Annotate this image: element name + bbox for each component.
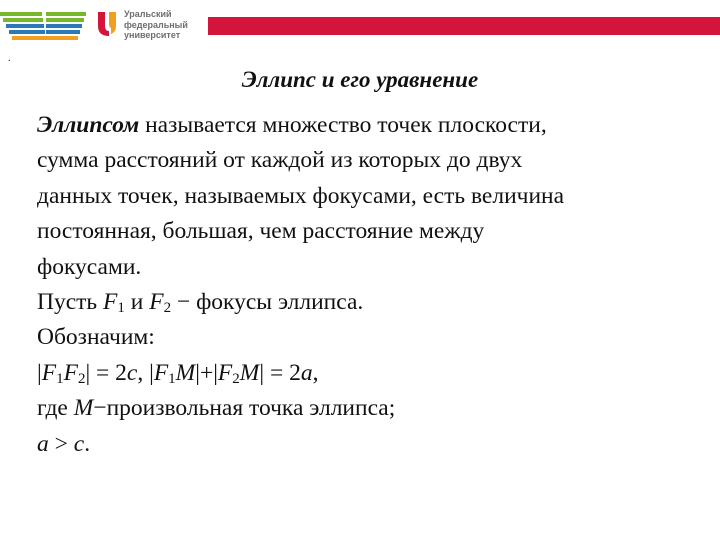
condition-line [37, 427, 697, 462]
focus-2-symbol: F [149, 289, 164, 316]
formula-m-1: M [175, 359, 196, 386]
where-m: M [73, 395, 94, 422]
definition-line-4: постоянная, большая, чем расстояние между [37, 218, 485, 245]
university-name-line-3: университет [124, 30, 181, 40]
where-prefix: где [37, 395, 74, 422]
formula-f2-b-sub: 2 [232, 370, 240, 387]
foci-prefix: Пусть [37, 289, 104, 316]
definition-line-5: фокусами. [37, 253, 142, 280]
formula-c: c [126, 359, 138, 386]
formula-f1-a: F [41, 359, 57, 386]
notation-label: Обозначим: [37, 324, 155, 351]
formula-a: a [300, 359, 313, 386]
formula-f2-a-sub: 2 [77, 370, 86, 387]
definition-term: Эллипсом [37, 112, 140, 138]
slide-marker: . [8, 53, 11, 64]
definition-line-1-rest: называется множество точек плоскости, [139, 112, 547, 138]
definition-line-2: сумма расстояний от каждой из которых до двух [37, 147, 523, 174]
university-name-line-2: федеральный [124, 19, 188, 30]
where-line [37, 391, 697, 426]
formula-part-4: |+| [195, 359, 218, 386]
condition-c: c [73, 430, 85, 457]
slide-body [37, 108, 697, 462]
condition-a: a [37, 430, 49, 457]
condition-end: . [84, 430, 91, 457]
formula-part-3: , | [137, 359, 154, 386]
university-logo-icon [96, 10, 118, 38]
formula-part-5: | = 2 [259, 359, 301, 386]
formula-f1-a-sub: 1 [56, 370, 64, 387]
formula-part-6: , [312, 359, 319, 386]
focus-1-subscript: 1 [117, 300, 125, 317]
formula-f2-a: F [63, 359, 78, 386]
formula-f2-b: F [217, 359, 233, 386]
formula-f1-b-sub: 1 [168, 370, 176, 387]
header-red-bar [208, 17, 720, 35]
condition-op: > [48, 430, 74, 457]
foci-suffix: − фокусы эллипса. [171, 289, 364, 316]
formula-f1-b: F [153, 359, 169, 386]
focus-1-symbol: F [103, 289, 118, 316]
slide-title: Эллипс и его уравнение [241, 67, 479, 92]
header [0, 0, 720, 50]
definition-line-3: данных точек, называемых фокусами, есть величина [37, 182, 565, 209]
focus-2-subscript: 2 [163, 300, 172, 317]
university-name-line-1: Уральский [124, 9, 172, 19]
formula-line [37, 356, 697, 391]
university-stripes-icon [0, 12, 88, 42]
formula-part-1: | [37, 359, 42, 386]
formula-part-2: | = 2 [85, 359, 127, 386]
formula-m-2: M [239, 359, 260, 386]
foci-conjunction: и [124, 289, 150, 316]
university-name [124, 9, 188, 41]
where-suffix: −произвольная точка эллипса; [93, 395, 396, 422]
definition-line-1 [37, 108, 697, 143]
foci-line [37, 285, 697, 320]
